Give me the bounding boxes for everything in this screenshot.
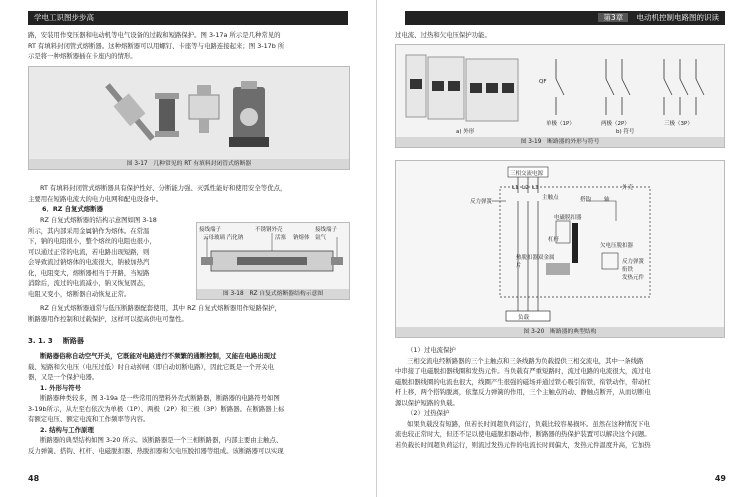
fuse-4-illustration <box>229 81 269 147</box>
breaker-photo-3 <box>466 59 518 121</box>
right-header-title: 电动机控制电路图的识读 <box>636 13 719 22</box>
text-line: 断路器用作控制和过载保护，这样可以提高供电可靠性。 <box>28 314 188 323</box>
breaker-photo-2 <box>428 57 464 119</box>
label-2p: 两极（2P） <box>601 121 630 127</box>
text-line: RZ 自复式熔断器的结构示意图如图 3-18 <box>40 216 157 224</box>
left-para-2 <box>28 183 350 215</box>
page-number-right: 49 <box>714 474 726 483</box>
text-line: 所示，其内部采用金属钠作为熔体。在常温 <box>28 226 150 235</box>
text-line: 路，安装用作变压器和电动机等电气设备的过载和短路保护。图 3-17a 所示是几种常见的 <box>28 31 281 39</box>
text-line: 断路器的典型结构如图 3-20 所示。该断路器是一个三相断路器，内部主要由主触点、 <box>40 436 283 444</box>
right-page <box>377 0 754 497</box>
right-header <box>405 11 725 25</box>
right-header-chapter: 第3章 <box>598 13 628 22</box>
text-line: 断路器俗称自动空气开关，它既能对电路进行不频繁的通断控制，又能在电路出现过 <box>40 352 277 360</box>
label-spring: 反力弹簧 <box>470 199 493 205</box>
section-heading <box>28 336 350 347</box>
label-uv-release: 欠电压脱扣器 <box>600 243 634 249</box>
text-line: 中串接了电磁脱扣器线圈和发热元件。当负载有严重短路时，流过电路的电流很大，流过电 <box>395 367 651 375</box>
text-line: 载、短路和欠电压（电压过低）时自动掉闸（即自动切断电路），因此它既是一个开关电 <box>28 362 275 371</box>
fig-3-20-caption: 图 3-20 断路器的典型结构 <box>396 327 724 337</box>
text-line: 流也较正常时大，但还不足以使电磁脱扣器动作，断路器的热保护装置可以解决这个问题。 <box>395 430 651 438</box>
label-terminal-2: 接线端子 <box>315 227 338 233</box>
breaker-photo-1 <box>406 55 426 117</box>
label-lever: 杠杆 <box>548 237 560 243</box>
label-l2: L2 <box>522 185 529 191</box>
label-3ph-source: 三相交流电源 <box>510 171 544 177</box>
fig-3-20-image <box>395 160 725 338</box>
section-number: 3. 1. 3 <box>28 337 53 345</box>
fig-3-18-caption: 图 3-18 RZ 自复式熔断器结构示意图 <box>197 289 349 299</box>
label-b-symbol: b) 符号 <box>616 129 635 135</box>
label-l3: L3 <box>532 185 539 191</box>
label-sodium: 钠熔体 <box>293 235 310 241</box>
sodium-core <box>237 257 307 265</box>
label-load: 负载 <box>518 315 530 321</box>
fig-3-17-image <box>28 66 350 170</box>
text-line: RZ 自复式熔断器通常与低压断路器配套使用，其中 RZ 自复式熔断器用作短路保护， <box>40 304 282 312</box>
label-qf: QF <box>539 79 547 85</box>
text-line: 消除后，流过的电流减小，钠又恢复固态， <box>28 279 150 287</box>
heading-shape: 1. 外形与符号 <box>40 383 82 392</box>
fig-3-19-image <box>395 44 725 148</box>
label-shaft: 轴 <box>604 197 610 203</box>
text-line: RT 有填料封闭管式熔断器具有保护性好、分断能力强、灭弧性能好和使用安全等优点， <box>40 184 287 192</box>
right-para-2 <box>395 345 725 450</box>
text-line: 杆上移，两个搭钩脱离，依靠反力弹簧的作用，三个主触点的动、静触点断开，从而切断电 <box>395 388 651 396</box>
text-line: 源以保护短路的负载。 <box>395 398 459 407</box>
heading-overheat: （2）过热保护 <box>407 409 450 417</box>
text-line: RT 有填料封闭管式熔断器。这种熔断器可以用螺钉、卡座等与电路连接起来；图 3-17b 所 <box>28 41 285 50</box>
label-1p: 单极（1P） <box>546 121 575 127</box>
breaker-structure-diagram <box>396 161 724 327</box>
label-hook: 搭钩 <box>580 197 592 203</box>
terminal-left <box>201 257 213 265</box>
text-line: 电阻又变小，熔断器自动恢复正常。 <box>28 289 131 298</box>
section-title: 断路器 <box>62 337 84 345</box>
text-line: 3-19b所示，从左至右依次为单极（1P）、两极（2P）和三极（3P）断路器。在断路器上标 <box>28 404 285 413</box>
left-header-title: 学电工识图步步高 <box>34 13 94 22</box>
label-gas: 氩气 <box>315 235 327 241</box>
text-line: 有额定电压、额定电流和工作频率等内容。 <box>28 415 150 423</box>
label-ceramic: 活塞 <box>275 235 287 241</box>
text-line: 磁脱扣器线圈的电流也很大，线圈产生很强的磁场并通过铁心吸引衔铁，衔铁动作，带动杠 <box>395 377 651 386</box>
left-header <box>28 11 348 25</box>
fig-3-19-caption: 图 3-19 断路器的外形与符号 <box>396 137 724 147</box>
left-para-4 <box>28 303 350 324</box>
heading-overcurrent: （1）过电流保护 <box>407 346 456 354</box>
fig-3-18-image <box>196 222 350 300</box>
fig-3-17-caption: 图 3-17 几种常见的 RT 有填料封闭管式熔断器 <box>29 159 349 169</box>
label-em-release: 电磁脱扣器 <box>554 215 582 221</box>
label-piston: 云母玻璃 汽化钠 <box>203 235 244 241</box>
fuse-photos <box>29 67 349 159</box>
text-line: 示是将一种熔断器插在卡座内的情形。 <box>28 52 137 60</box>
label-a-shape: a) 外形 <box>456 129 475 135</box>
text-line: 可以通过正常的电流，若电路出现短路，则 <box>28 247 150 256</box>
label-terminal-1: 接线端子 <box>199 227 222 233</box>
text-line: 反力弹簧、搭钩、杠杆、电磁脱扣器、热脱扣器和欠电压脱扣器等组成。该断路器可以实现 <box>28 446 284 455</box>
right-para-1: 过电流、过热和欠电压保护功能。 <box>395 31 491 39</box>
text-line: 若负载长时间超负荷运行，则流过发热元件的电流长时间偏大，发热元件温度升高，它加热 <box>395 440 651 449</box>
text-line: 器，又是一个保护电器。 <box>28 373 99 381</box>
label-3p: 三极（3P） <box>664 121 693 127</box>
text-line: 会导致流过钠熔体的电流很大，钠被加热汽 <box>28 258 150 266</box>
text-line: 三相交流电经断路器的三个主触点和三条线路为负载提供三相交流电，其中一条线路 <box>407 356 644 365</box>
label-spring-2: 反力弹簧 <box>622 259 645 265</box>
left-para-1 <box>28 30 350 62</box>
label-heater: 热脱扣器双金属片 <box>516 255 555 269</box>
left-para-5 <box>28 351 350 456</box>
text-line: 如果负载没有短路，但若长时间超负荷运行，负载比较容易损坏。虽然在这种情况下电 <box>407 419 650 428</box>
left-para-3 <box>28 215 193 299</box>
label-outside: 外壳 <box>622 185 634 191</box>
page-number-left: 48 <box>28 474 40 483</box>
text-line: 断路器种类较多，图 3-19a 是一些常用的塑料外壳式断路器，断路器的电路符号如图 <box>40 394 280 402</box>
label-l1: L1 <box>512 185 519 191</box>
label-armature: 衔铁 <box>622 267 634 273</box>
heading-structure: 2. 结构与工作原理 <box>40 425 94 434</box>
label-heating-element: 发热元件 <box>622 275 645 281</box>
terminal-right <box>331 257 343 265</box>
text-line: 主要用在短路电流大的电力电网和配电设备中。 <box>28 194 163 203</box>
text-line: 化，电阻变大，熔断器相当于开路，当短路 <box>28 268 150 277</box>
heading-rz: 6．RZ 自复式熔断器 <box>42 205 103 213</box>
label-steel: 不锈钢外壳 <box>255 227 283 233</box>
text-line: 下，钠的电阻很小，整个熔丝的电阻也很小， <box>28 237 156 245</box>
label-main-contact: 主触点 <box>542 195 559 201</box>
